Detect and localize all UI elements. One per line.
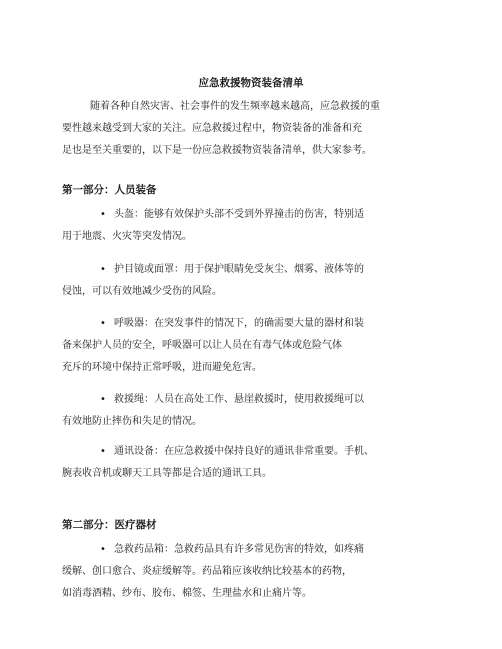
- intro-line: 要性越来越受到大家的关注。应急救援过程中，物资装备的准备和充: [62, 123, 362, 134]
- item-text: 备来保护人员的安全，呼吸器可以让人员在有毒气体或危险气体: [62, 340, 342, 351]
- list-item: [62, 313, 462, 379]
- bullet-icon: •: [100, 264, 106, 275]
- item-text: 用于地震、火灾等突发情况。: [62, 231, 192, 242]
- bullet-icon: •: [100, 209, 106, 220]
- document-title: 应急救援物资装备清单: [198, 77, 304, 89]
- bullet-icon: •: [100, 318, 106, 329]
- item-text: 缓解、创口愈合、炎症缓解等。药品箱应该收纳比较基本的药物，: [62, 566, 352, 577]
- bullet-icon: •: [100, 446, 106, 457]
- item-text: 腕表收音机或聊天工具等都是合适的通讯工具。: [62, 468, 272, 479]
- intro-paragraph: [62, 96, 462, 162]
- bullet-icon: •: [100, 544, 106, 555]
- list-item: [62, 539, 462, 605]
- item-text: 通讯设备：在应急救援中保持良好的通讯非常重要。手机、: [114, 446, 374, 457]
- item-text: 救援绳：人员在高处工作、悬崖救援时，使用救援绳可以: [114, 394, 364, 405]
- item-text: 有效地防止摔伤和失足的情况。: [62, 416, 202, 427]
- bullet-icon: •: [100, 394, 106, 405]
- section-heading-personnel: 第一部分：人员装备: [62, 184, 157, 196]
- list-item: [62, 259, 462, 303]
- item-text: 充斥的环境中保持正常呼吸，进而避免危害。: [62, 362, 262, 373]
- list-item: [62, 441, 462, 485]
- intro-line: 足也是至关重要的，以下是一份应急救援物资装备清单，供大家参考。: [62, 145, 372, 156]
- item-text: 侵蚀，可以有效地减少受伤的风险。: [62, 286, 222, 297]
- item-text: 急救药品箱：急救药品具有许多常见伤害的特效，如疼痛: [114, 544, 364, 555]
- item-text: 呼吸器：在突发事件的情况下，的确需要大量的器材和装: [114, 318, 364, 329]
- section-heading-medical: 第二部分：医疗器材: [62, 519, 157, 531]
- item-text: 如消毒酒精、纱布、胶布、棉签、生理盐水和止痛片等。: [62, 588, 312, 599]
- list-item: [62, 204, 462, 248]
- item-text: 头盔：能够有效保护头部不受到外界撞击的伤害，特别适: [114, 209, 364, 220]
- item-text: 护目镜或面罩：用于保护眼睛免受灰尘、烟雾、液体等的: [114, 264, 364, 275]
- intro-line: 随着各种自然灾害、社会事件的发生频率越来越高，应急救援的重: [90, 101, 380, 112]
- list-item: [62, 389, 462, 433]
